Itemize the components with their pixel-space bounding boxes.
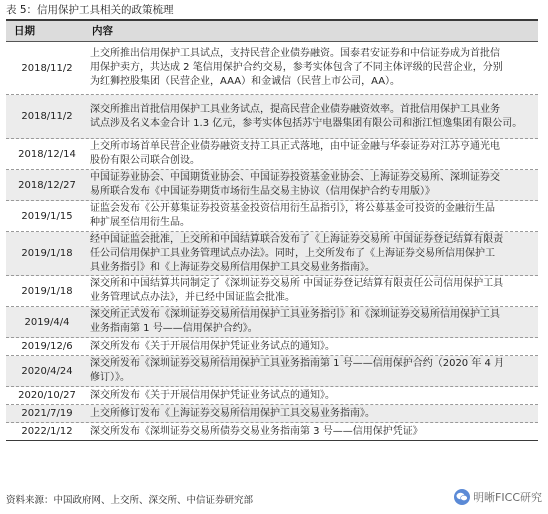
row-content-line: 中国证券业协会、中国期货业协会、中国证券投资基金业协会、上海证券交易所、深圳证券交 — [90, 172, 500, 183]
header-content: 内容 — [92, 25, 113, 37]
watermark-text: 明晰FICC研究 — [473, 491, 542, 504]
wechat-logo-icon — [454, 489, 470, 505]
row-date: 2022/1/12 — [21, 426, 73, 437]
row-content-line: 试点涉及名义本金合计 1.3 亿元，参考实体包括苏宁电器集团有限公司和浙江恒逸集团有限公司。 — [90, 117, 523, 129]
row-content-line: 具业务指引》和《上海证券交易所信用保护工具交易业务指南》。 — [90, 261, 375, 273]
row-content-line: 上交所市场首单民营企业债券融资支持工具正式落地，由中证金融与华泰证券对江苏亨通光电 — [90, 141, 500, 152]
row-content-line: 深交所发布《关于开展信用保护凭证业务试点的通知》。 — [90, 389, 335, 401]
row-content — [88, 307, 538, 337]
policy-table — [6, 19, 538, 441]
row-content-line: 深交所发布《关于开展信用保护凭证业务试点的通知》。 — [90, 340, 335, 352]
row-content-line: 为红狮控股集团（民营企业，AAA）和金诚信（民营上市公司，AA）。 — [90, 76, 401, 87]
row-content-line: 修订）》。 — [90, 372, 130, 383]
table-row — [6, 387, 538, 405]
row-date: 2018/12/27 — [18, 179, 76, 191]
row-content — [88, 405, 538, 422]
header-date: 日期 — [14, 25, 35, 37]
row-date: 2018/12/14 — [18, 148, 76, 160]
table-caption: 表 5：信用保护工具相关的政策梳理 — [6, 4, 174, 16]
row-content — [88, 387, 538, 404]
source-note: 资料来源：中国政府网、上交所、深交所、中信证券研究部 — [6, 495, 254, 506]
row-content — [88, 201, 538, 231]
row-date: 2019/1/18 — [21, 248, 73, 259]
row-content — [88, 95, 538, 138]
table-row — [6, 42, 538, 95]
row-date: 2021/7/19 — [21, 408, 73, 419]
watermark — [454, 487, 542, 507]
row-content-line: 深交所和中国结算共同制定了《深圳证券交易所 中国证券登记结算有限责任公司信用保护工具 — [90, 278, 504, 289]
table-row — [6, 338, 538, 356]
row-date: 2019/12/6 — [21, 341, 73, 352]
row-content — [88, 356, 538, 386]
row-content — [88, 170, 538, 200]
row-content — [88, 139, 538, 169]
row-content-line: 深交所正式发布《深圳证券交易所信用保护工具业务指引》和《深圳证券交易所信用保护工具 — [90, 309, 500, 320]
row-content-line: 任公司信用保护工具业务管理试点办法》。同时，上交所发布了《上海证券交易所信用保护工 — [90, 247, 495, 259]
row-content-line: 业务管理试点办法》，并已经中国证监会批准。 — [90, 292, 295, 303]
row-content-line: 经中国证监会批准，上交所和中国结算联合发布了《上海证券交易所 中国证券登记结算有限责 — [90, 233, 504, 245]
row-content-line: 种扩展至信用衍生品。 — [90, 217, 190, 228]
table-row — [6, 276, 538, 307]
row-content-line: 上交所推出信用保护工具试点，支持民营企业债券融资。国泰君安证券和中信证券成为首批信 — [90, 48, 500, 59]
row-date: 2018/11/2 — [21, 62, 73, 74]
row-date: 2019/1/15 — [21, 210, 73, 222]
table-row — [6, 201, 538, 232]
table-row — [6, 139, 538, 170]
table-body — [6, 42, 538, 441]
row-content — [88, 276, 538, 306]
row-content-line: 证监会发布《公开募集证券投资基金投资信用衍生品指引》，将公募基金可投资的金融衍生品 — [90, 203, 495, 214]
table-row — [6, 423, 538, 441]
row-content — [88, 423, 538, 440]
table-row — [6, 405, 538, 423]
row-date: 2018/11/2 — [21, 111, 73, 122]
row-content-line: 深交所发布《深圳证券交易所债券交易业务指南第 3 号——信用保护凭证》 — [90, 425, 423, 437]
row-content — [88, 42, 538, 94]
row-content — [88, 338, 538, 355]
table-row — [6, 307, 538, 338]
table-row — [6, 356, 538, 387]
row-date: 2019/4/4 — [24, 316, 70, 328]
row-content-line: 易所联合发布《中国证券期货市场衍生品交易主协议（信用保护合约专用版）》 — [90, 186, 435, 197]
row-content-line: 用保护卖方，共达成 2 笔信用保护合约交易，参考实体包含了不同主体评级的民营企业，分别 — [90, 62, 503, 73]
table-row — [6, 95, 538, 139]
row-content-line: 深交所发布《深圳证券交易所信用保护工具业务指南第 1 号——信用保护合约（2020 年 4 月 — [90, 358, 505, 369]
row-content-line: 业务指南第 1 号——信用保护合约》。 — [90, 323, 258, 334]
row-date: 2020/10/27 — [18, 390, 76, 401]
table-header — [6, 19, 538, 42]
row-content-line: 股份有限公司联合创设。 — [90, 155, 200, 166]
table-row — [6, 170, 538, 201]
row-date: 2019/1/18 — [21, 285, 73, 297]
table-row — [6, 232, 538, 276]
row-content — [88, 232, 538, 275]
row-date: 2020/4/24 — [21, 365, 73, 377]
row-content-line: 上交所修订发布《上海证券交易所信用保护工具交易业务指南》。 — [90, 407, 375, 419]
row-content-line: 深交所推出首批信用保护工具业务试点，提高民营企业债券融资效率。首批信用保护工具业务 — [90, 103, 500, 115]
